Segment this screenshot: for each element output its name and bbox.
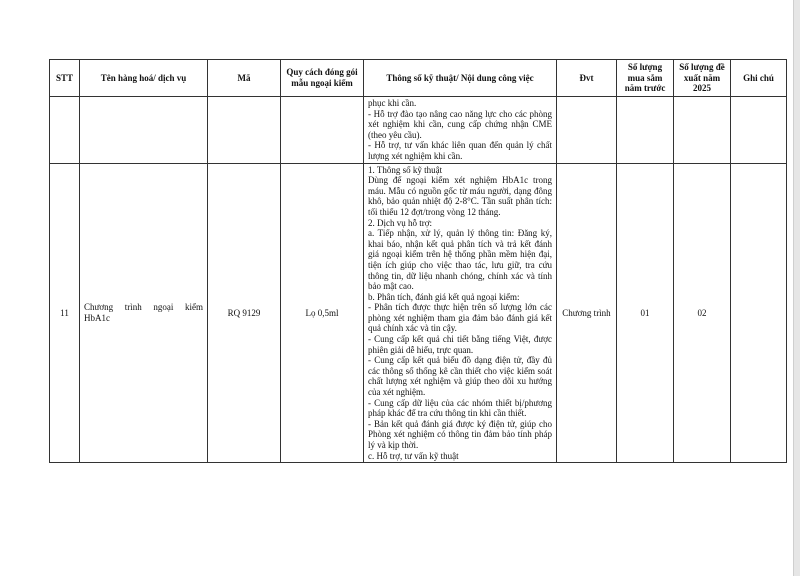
header-note: Ghi chú — [731, 60, 787, 97]
spec-line: Dùng để ngoại kiểm xét nghiệm HbA1c trong máu. Mẫu có nguồn gốc từ máu người, dạng đông khô, bảo quản nhiệt độ 2-8°C. Tần suất phân tích: tối thiểu 12 đợt/trong vòng 12 tháng. — [368, 175, 552, 217]
cell-spec — [364, 163, 557, 463]
cell-stt: 11 — [50, 163, 80, 463]
header-spec: Thông số kỹ thuật/ Nội dung công việc — [364, 60, 557, 97]
header-code: Mã — [208, 60, 281, 97]
spec-line: a. Tiếp nhận, xử lý, quản lý thông tin: Đăng ký, khai báo, nhận kết quả phân tích và trả kết đánh giá ngoại kiểm trên hệ thống phần mềm hiện đại, tiện ích giúp cho việc thao tác, lưu giữ, tra cứu thông tin, dữ liệu nhanh chóng, chính xác và tính bảo mật cao. — [368, 228, 552, 292]
cell-spec-continued — [364, 97, 557, 164]
cell-empty — [80, 97, 208, 164]
spec-line: - Cung cấp dữ liệu của các nhóm thiết bị/phương pháp khác để tra cứu thông tin khi cần thiết. — [368, 397, 552, 419]
cell-empty — [617, 97, 674, 164]
spec-line: 2. Dịch vụ hỗ trợ: — [368, 217, 433, 228]
cell-empty — [50, 97, 80, 164]
cell-empty — [674, 97, 731, 164]
cell-prev-qty: 01 — [617, 163, 674, 463]
cell-packing: Lọ 0,5ml — [281, 163, 364, 463]
spec-line: - Hỗ trợ, tư vấn khác liên quan đến quản lý chất lượng xét nghiệm khi cần. — [368, 140, 552, 161]
table-row-11 — [50, 163, 787, 463]
header-stt: STT — [50, 60, 80, 97]
spec-line: - Cung cấp kết quả biểu đồ dạng điện tử, đầy đủ các thông số thống kê cần thiết cho việc kiểm soát chất lượng xét nghiệm và giúp theo dõi xu hướng của xét nghiệm. — [368, 355, 552, 398]
spec-line: 1. Thông số kỹ thuật — [368, 164, 443, 175]
procurement-table — [49, 59, 787, 463]
spec-line: - Hỗ trợ đào tạo nâng cao năng lực cho các phòng xét nghiệm khi cần, cung cấp chứng nhận CME (theo yêu cầu). — [368, 108, 552, 140]
table-row-continued — [50, 97, 787, 164]
cell-empty — [557, 97, 617, 164]
cell-note — [731, 163, 787, 463]
cell-empty — [208, 97, 281, 164]
header-proposed-qty: Số lượng đề xuất năm 2025 — [674, 60, 731, 97]
cell-unit: Chương trình — [557, 163, 617, 463]
header-packing: Quy cách đóng gói mẫu ngoại kiểm — [281, 60, 364, 97]
header-unit: Đvt — [557, 60, 617, 97]
spec-line: phục khi cần. — [368, 98, 417, 108]
page-edge — [793, 0, 800, 576]
spec-line: - Bản kết quả đánh giá được ký điện tử, giúp cho Phòng xét nghiệm có thông tin đảm bảo tính pháp lý và kịp thời. — [368, 418, 552, 450]
cell-empty — [731, 97, 787, 164]
spec-line: - Phân tích được thực hiện trên số lượng lớn các phòng xét nghiệm tham gia đảm bảo đánh giá kết quả chính xác và tin cậy. — [368, 302, 552, 334]
spec-line: - Cung cấp kết quả chi tiết bằng tiếng Việt, được phiên giải dễ hiểu, trực quan. — [368, 334, 552, 355]
cell-empty — [281, 97, 364, 164]
header-prev-qty: Số lượng mua sắm năm trước — [617, 60, 674, 97]
spec-line: b. Phân tích, đánh giá kết quả ngoại kiểm: — [368, 291, 520, 302]
header-row — [50, 60, 787, 97]
cell-name: Chương trình ngoại kiểm HbA1c — [80, 163, 208, 463]
spec-line: c. Hỗ trợ, tư vấn kỹ thuật — [368, 450, 459, 461]
header-name: Tên hàng hoá/ dịch vụ — [80, 60, 208, 97]
cell-proposed-qty: 02 — [674, 163, 731, 463]
cell-code: RQ 9129 — [208, 163, 281, 463]
